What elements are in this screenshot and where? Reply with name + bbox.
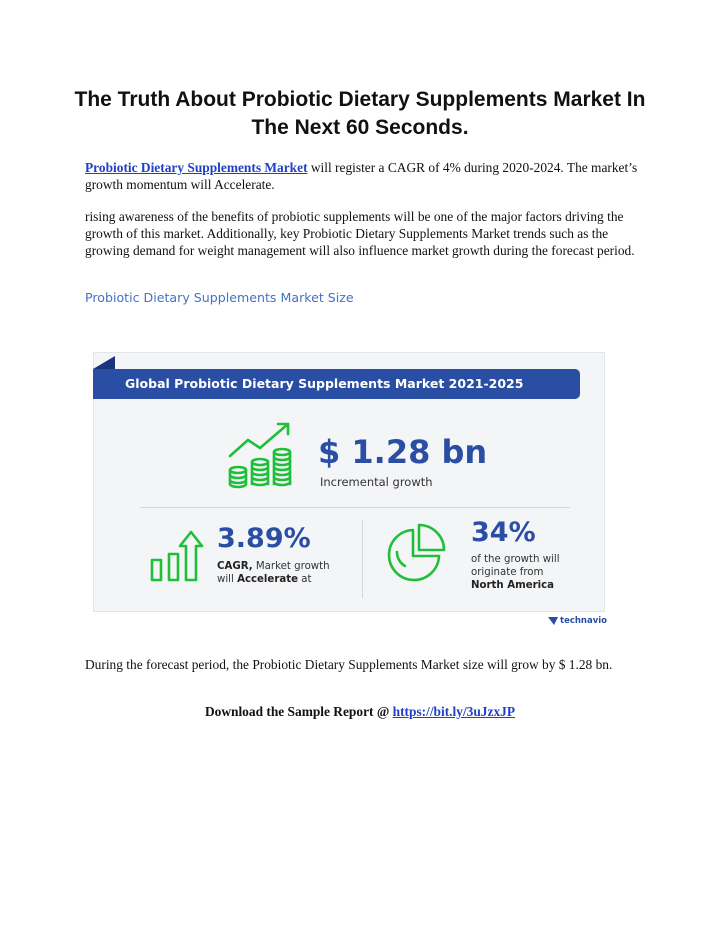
incremental-growth-label: Incremental growth bbox=[320, 475, 433, 489]
body-paragraph: rising awareness of the benefits of probiotic supplements will be one of the major factors driving the growth of this market. Additionally, key Probiotic Dietary Supplements Market trends such as the growing demand for weight management will also influence market growth during the forecast period. bbox=[85, 209, 635, 258]
region-share-value: 34% bbox=[471, 517, 536, 548]
cagr-value: 3.89% bbox=[217, 523, 311, 554]
intro-paragraph bbox=[85, 159, 645, 193]
cagr-accelerate: Accelerate bbox=[237, 574, 299, 585]
download-link[interactable]: https://bit.ly/3uJzxJP bbox=[392, 704, 516, 719]
download-line bbox=[0, 704, 720, 720]
cagr-description bbox=[217, 560, 347, 586]
region-name: North America bbox=[471, 580, 555, 591]
cagr-label: CAGR, bbox=[217, 561, 253, 572]
coins-growth-icon bbox=[226, 420, 300, 490]
region-share-label: of the growth will originate from bbox=[471, 554, 560, 578]
forecast-paragraph: During the forecast period, the Probiotic Dietary Supplements Market size will grow by $ 1.28 bn. bbox=[85, 657, 613, 672]
cagr-label-mid: Market growth will bbox=[217, 561, 330, 585]
technavio-logo bbox=[548, 616, 607, 626]
page-title: The Truth About Probiotic Dietary Supplements Market In The Next 60 Seconds. bbox=[74, 88, 646, 139]
banner-fold bbox=[93, 356, 115, 369]
vertical-divider bbox=[362, 520, 363, 598]
section-heading: Probiotic Dietary Supplements Market Size bbox=[85, 290, 354, 305]
incremental-growth-value: $ 1.28 bn bbox=[318, 433, 488, 471]
technavio-mark-icon bbox=[548, 617, 558, 625]
download-label: Download the Sample Report @ bbox=[204, 704, 393, 719]
pie-chart-icon bbox=[385, 522, 447, 584]
market-link[interactable]: Probiotic Dietary Supplements Market bbox=[85, 160, 308, 175]
bar-growth-icon bbox=[150, 528, 204, 584]
horizontal-divider bbox=[140, 507, 570, 508]
intro-text: will register a CAGR of 4% during 2020-2024. The market’s growth momentum will Accelerate. bbox=[85, 160, 638, 192]
brand-name: technavio bbox=[560, 616, 607, 626]
region-share-description bbox=[471, 553, 601, 592]
cagr-label-end: at bbox=[298, 574, 312, 585]
infographic-banner: Global Probiotic Dietary Supplements Market 2021-2025 bbox=[93, 369, 580, 399]
